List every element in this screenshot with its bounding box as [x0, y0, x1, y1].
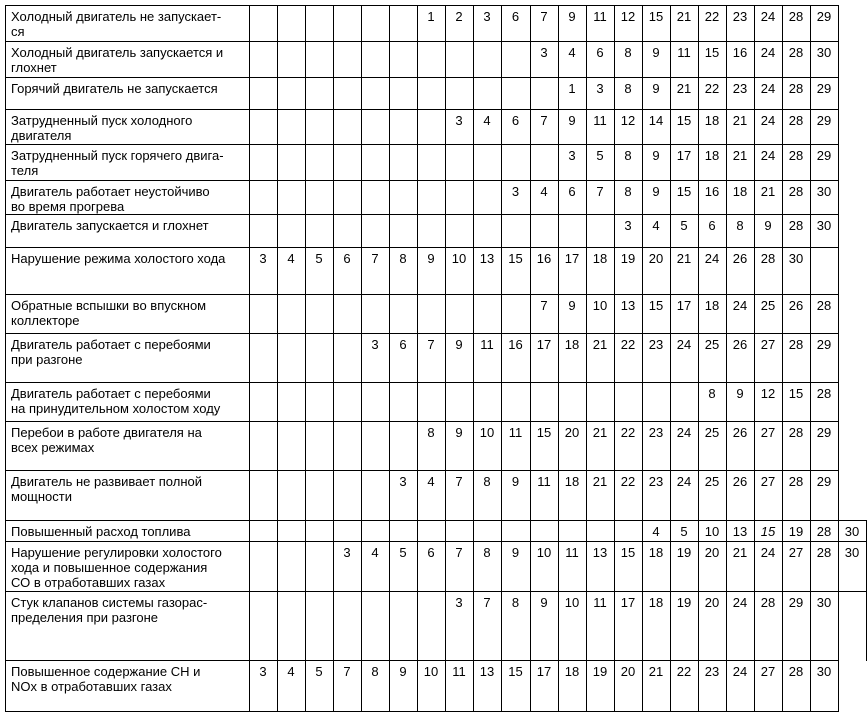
fault-code: 29: [816, 148, 832, 163]
fault-code: 29: [816, 9, 832, 24]
fault-code: 8: [483, 545, 491, 560]
fault-code: 21: [676, 81, 692, 96]
fault-code: 12: [760, 386, 776, 401]
fault-code: 28: [788, 184, 804, 199]
fault-code: 13: [732, 524, 748, 539]
column-divider: [277, 5, 278, 712]
fault-code: 5: [680, 524, 688, 539]
fault-code: 8: [736, 218, 744, 233]
symptom-label: Затрудненный пуск горячего двига- теля: [11, 148, 224, 178]
fault-code: 11: [677, 45, 691, 60]
fault-code: 10: [704, 524, 720, 539]
fault-code: 9: [455, 337, 463, 352]
symptom-label: Повышенное содержание СН и NOx в отработавших газах: [11, 664, 201, 694]
fault-code: 6: [568, 184, 576, 199]
column-divider: [389, 5, 390, 712]
column-divider: [5, 5, 6, 712]
fault-code: 4: [427, 474, 435, 489]
fault-code: 6: [343, 251, 351, 266]
fault-code: 18: [704, 113, 720, 128]
fault-code: 25: [704, 474, 720, 489]
fault-code: 2: [455, 9, 463, 24]
fault-code: 4: [371, 545, 379, 560]
fault-code: 9: [511, 474, 520, 489]
column-divider: [249, 5, 250, 712]
row-divider: [5, 382, 839, 383]
fault-code: 7: [455, 545, 463, 560]
fault-code: 3: [455, 595, 463, 610]
symptom-label: Холодный двигатель запускается и глохнет: [11, 45, 224, 75]
symptom-label: Нарушение регулировки холостого хода и повышенное содержания СО в отработавших газах: [11, 545, 222, 590]
fault-code: 10: [536, 545, 552, 560]
fault-code: 28: [788, 474, 804, 489]
fault-code: 8: [624, 81, 632, 96]
fault-code: 11: [593, 113, 607, 128]
fault-code: 13: [620, 298, 636, 313]
fault-code: 8: [624, 45, 632, 60]
symptom-label: Двигатель работает неустойчиво во время прогрева: [11, 184, 210, 214]
fault-code: 16: [732, 45, 748, 60]
fault-code: 21: [592, 337, 608, 352]
fault-code: 11: [537, 474, 551, 489]
fault-code: 6: [399, 337, 407, 352]
fault-code: 7: [540, 298, 548, 313]
fault-code: 19: [592, 664, 608, 679]
fault-code: 10: [592, 298, 608, 313]
fault-code: 9: [511, 545, 520, 560]
fault-code: 24: [676, 337, 692, 352]
fault-code: 15: [788, 386, 804, 401]
fault-code: 27: [760, 474, 776, 489]
symptom-label: Затрудненный пуск холодного двигателя: [11, 113, 193, 143]
fault-code: 27: [760, 425, 776, 440]
fault-code: 3: [259, 251, 267, 266]
fault-code: 22: [620, 337, 636, 352]
fault-code: 9: [540, 595, 548, 610]
fault-code: 19: [620, 251, 636, 266]
fault-code: 3: [511, 184, 520, 199]
row-divider: [5, 541, 867, 542]
fault-code: 26: [732, 425, 748, 440]
fault-code: 30: [788, 251, 804, 266]
fault-code: 11: [480, 337, 494, 352]
fault-code: 6: [427, 545, 435, 560]
fault-code: 21: [732, 148, 748, 163]
symptom-label: Двигатель не развивает полной мощности: [11, 474, 203, 504]
fault-code: 24: [676, 474, 692, 489]
fault-code: 21: [592, 425, 608, 440]
column-divider: [838, 5, 839, 712]
fault-code: 16: [508, 337, 523, 352]
fault-code: 22: [620, 425, 636, 440]
fault-code: 3: [596, 81, 604, 96]
fault-code: 9: [736, 386, 744, 401]
fault-code: 28: [788, 113, 804, 128]
fault-code: 17: [676, 298, 692, 313]
fault-code: 30: [816, 45, 832, 60]
fault-code: 17: [620, 595, 636, 610]
fault-code: 8: [708, 386, 716, 401]
row-divider: [5, 470, 839, 471]
fault-code: 24: [732, 298, 748, 313]
fault-code: 23: [704, 664, 720, 679]
fault-code: 18: [648, 595, 664, 610]
fault-code: 6: [511, 113, 520, 128]
row-divider: [5, 247, 839, 248]
column-divider: [361, 5, 362, 712]
fault-code: 24: [732, 595, 748, 610]
fault-code: 6: [708, 218, 716, 233]
fault-code: 25: [760, 298, 776, 313]
fault-code: 4: [652, 218, 660, 233]
fault-code: 18: [704, 298, 720, 313]
fault-code: 17: [564, 251, 580, 266]
row-divider: [5, 180, 839, 181]
fault-code: 17: [536, 337, 552, 352]
row-divider: [5, 421, 839, 422]
fault-code: 24: [760, 545, 776, 560]
row-divider: [5, 660, 839, 661]
fault-code: 29: [788, 595, 804, 610]
fault-code: 20: [704, 545, 720, 560]
fault-code: 13: [479, 664, 495, 679]
fault-code: 29: [816, 81, 832, 96]
fault-code: 8: [399, 251, 407, 266]
row-divider: [5, 591, 867, 592]
fault-code: 23: [648, 474, 664, 489]
fault-code: 21: [648, 664, 664, 679]
fault-code: 6: [511, 9, 520, 24]
fault-code: 8: [624, 184, 632, 199]
fault-code: 19: [788, 524, 804, 539]
fault-code: 9: [568, 9, 576, 24]
fault-code: 5: [399, 545, 407, 560]
fault-code: 9: [652, 45, 660, 60]
fault-code: 1: [427, 9, 435, 24]
fault-code: 9: [652, 148, 660, 163]
fault-code: 28: [816, 386, 832, 401]
fault-code: 9: [455, 425, 463, 440]
fault-code: 23: [648, 425, 664, 440]
fault-code: 5: [315, 664, 323, 679]
fault-code: 10: [564, 595, 580, 610]
fault-code: 28: [788, 664, 804, 679]
fault-code: 3: [455, 113, 463, 128]
fault-code: 7: [540, 113, 548, 128]
fault-code: 28: [788, 148, 804, 163]
fault-code: 28: [788, 9, 804, 24]
fault-code: 15: [648, 298, 664, 313]
fault-code: 27: [760, 664, 776, 679]
fault-code: 21: [732, 545, 748, 560]
fault-code: 9: [652, 81, 660, 96]
fault-code: 10: [479, 425, 495, 440]
fault-code: 26: [732, 251, 748, 266]
fault-code: 19: [676, 545, 692, 560]
fault-code: 24: [704, 251, 720, 266]
fault-code: 22: [704, 81, 720, 96]
fault-code: 26: [732, 474, 748, 489]
fault-code: 3: [540, 45, 548, 60]
fault-code: 8: [624, 148, 632, 163]
fault-code: 9: [568, 298, 576, 313]
fault-code: 30: [816, 218, 832, 233]
fault-code: 25: [704, 425, 720, 440]
row-divider: [5, 520, 867, 521]
fault-code: 9: [652, 184, 660, 199]
fault-code: 11: [508, 425, 523, 440]
fault-code: 23: [732, 9, 748, 24]
fault-code: 20: [564, 425, 580, 440]
fault-code: 3: [259, 664, 267, 679]
fault-code: 28: [816, 545, 832, 560]
symptom-label: Стук клапанов системы газорас- пределения при разгоне: [11, 595, 208, 625]
fault-code: 4: [287, 251, 295, 266]
fault-code: 3: [399, 474, 407, 489]
fault-code: 4: [568, 45, 576, 60]
fault-code: 13: [479, 251, 495, 266]
fault-code: 15: [676, 184, 692, 199]
symptom-label: Повышенный расход топлива: [11, 524, 191, 539]
fault-code: 13: [592, 545, 608, 560]
fault-code: 3: [343, 545, 351, 560]
row-divider: [5, 77, 839, 78]
symptom-label: Перебои в работе двигателя на всех режимах: [11, 425, 202, 455]
fault-code: 25: [704, 337, 720, 352]
symptom-label: Двигатель запускается и глохнет: [11, 218, 209, 233]
fault-code: 21: [676, 251, 692, 266]
row-divider: [5, 109, 839, 110]
fault-code: 5: [680, 218, 688, 233]
fault-code: 4: [652, 524, 660, 539]
column-divider: [417, 5, 418, 712]
fault-code: 18: [564, 474, 580, 489]
fault-code: 11: [452, 664, 466, 679]
fault-code: 18: [648, 545, 664, 560]
fault-code: 15: [648, 9, 664, 24]
fault-code: 24: [760, 9, 776, 24]
fault-code: 27: [788, 545, 804, 560]
fault-code: 3: [568, 148, 576, 163]
fault-code: 24: [732, 664, 748, 679]
fault-code: 18: [732, 184, 748, 199]
fault-code: 3: [624, 218, 632, 233]
fault-code: 28: [760, 251, 776, 266]
fault-code: 8: [511, 595, 520, 610]
fault-code: 7: [427, 337, 435, 352]
fault-code: 29: [816, 113, 832, 128]
fault-code: 29: [816, 474, 832, 489]
fault-code: 8: [427, 425, 435, 440]
fault-code: 22: [676, 664, 692, 679]
fault-code: 1: [568, 81, 576, 96]
fault-code: 28: [788, 425, 804, 440]
fault-code: 5: [596, 148, 604, 163]
fault-code: 28: [816, 298, 832, 313]
symptom-label: Обратные вспышки во впускном коллекторе: [11, 298, 207, 328]
fault-code: 16: [704, 184, 720, 199]
row-divider: [5, 5, 839, 6]
fault-code: 9: [764, 218, 772, 233]
fault-code: 11: [593, 9, 607, 24]
symptom-label: Холодный двигатель не запускает- ся: [11, 9, 222, 39]
row-divider: [5, 333, 839, 334]
fault-code: 20: [620, 664, 636, 679]
fault-code: 4: [540, 184, 548, 199]
fault-code: 6: [596, 45, 604, 60]
fault-code: 12: [620, 9, 636, 24]
fault-code: 11: [593, 595, 607, 610]
fault-code: 16: [536, 251, 552, 266]
fault-code: 7: [596, 184, 604, 199]
fault-code: 7: [455, 474, 463, 489]
column-divider: [333, 5, 334, 712]
fault-code: 15: [508, 251, 523, 266]
fault-code: 18: [704, 148, 720, 163]
fault-code: 26: [788, 298, 804, 313]
fault-code: 28: [760, 595, 776, 610]
fault-code: 28: [788, 45, 804, 60]
fault-code: 9: [427, 251, 435, 266]
fault-code: 28: [788, 218, 804, 233]
fault-code: 30: [816, 664, 832, 679]
fault-code: 30: [844, 545, 860, 560]
fault-code: 14: [648, 113, 664, 128]
fault-code: 28: [788, 337, 804, 352]
fault-code: 4: [483, 113, 491, 128]
fault-code: 18: [592, 251, 608, 266]
fault-code: 20: [704, 595, 720, 610]
fault-code: 5: [315, 251, 323, 266]
fault-code: 24: [760, 148, 776, 163]
fault-code: 18: [564, 337, 580, 352]
fault-code: 18: [564, 664, 580, 679]
fault-code: 10: [451, 251, 467, 266]
fault-code: 24: [676, 425, 692, 440]
fault-code: 23: [732, 81, 748, 96]
fault-code: 29: [816, 425, 832, 440]
fault-code: 15: [676, 113, 692, 128]
fault-code: 21: [732, 113, 748, 128]
fault-code: 10: [423, 664, 439, 679]
fault-code: 28: [788, 81, 804, 96]
fault-code: 28: [816, 524, 832, 539]
fault-code: 24: [760, 113, 776, 128]
row-divider: [5, 711, 839, 712]
fault-code: 15: [704, 45, 720, 60]
row-divider: [5, 214, 839, 215]
fault-code: 27: [760, 337, 776, 352]
symptom-label: Двигатель работает с перебоями при разгоне: [11, 337, 211, 367]
fault-code: 4: [287, 664, 295, 679]
fault-code: 8: [371, 664, 379, 679]
fault-code: 21: [676, 9, 692, 24]
fault-code: 30: [816, 595, 832, 610]
fault-code: 22: [704, 9, 720, 24]
fault-code: 15: [620, 545, 636, 560]
fault-code: 22: [620, 474, 636, 489]
fault-code: 9: [568, 113, 576, 128]
row-divider: [5, 294, 839, 295]
fault-code: 21: [760, 184, 776, 199]
row-divider: [5, 144, 839, 145]
fault-code: 7: [483, 595, 491, 610]
symptom-label: Двигатель работает с перебоями на принудительном холостом ходу: [11, 386, 221, 416]
fault-code: 3: [371, 337, 379, 352]
fault-code: 12: [620, 113, 636, 128]
fault-code: 15: [760, 524, 776, 539]
fault-code: 8: [483, 474, 491, 489]
symptom-label: Горячий двигатель не запускается: [11, 81, 218, 96]
fault-code: 7: [540, 9, 548, 24]
fault-code: 17: [536, 664, 552, 679]
fault-code: 11: [565, 545, 579, 560]
fault-code: 7: [343, 664, 351, 679]
column-divider: [305, 5, 306, 712]
fault-code: 19: [676, 595, 692, 610]
fault-code: 15: [508, 664, 523, 679]
fault-code: 7: [371, 251, 379, 266]
fault-code: 21: [592, 474, 608, 489]
fault-code: 24: [760, 81, 776, 96]
fault-code: 15: [536, 425, 552, 440]
fault-code: 30: [844, 524, 860, 539]
symptom-label: Нарушение режима холостого хода: [11, 251, 226, 266]
row-divider: [5, 41, 839, 42]
fault-code: 24: [760, 45, 776, 60]
fault-code: 9: [399, 664, 407, 679]
fault-code: 30: [816, 184, 832, 199]
fault-code: 26: [732, 337, 748, 352]
fault-code: 23: [648, 337, 664, 352]
fault-code: 17: [676, 148, 692, 163]
fault-code: 20: [648, 251, 664, 266]
fault-code: 3: [483, 9, 491, 24]
fault-code: 29: [816, 337, 832, 352]
